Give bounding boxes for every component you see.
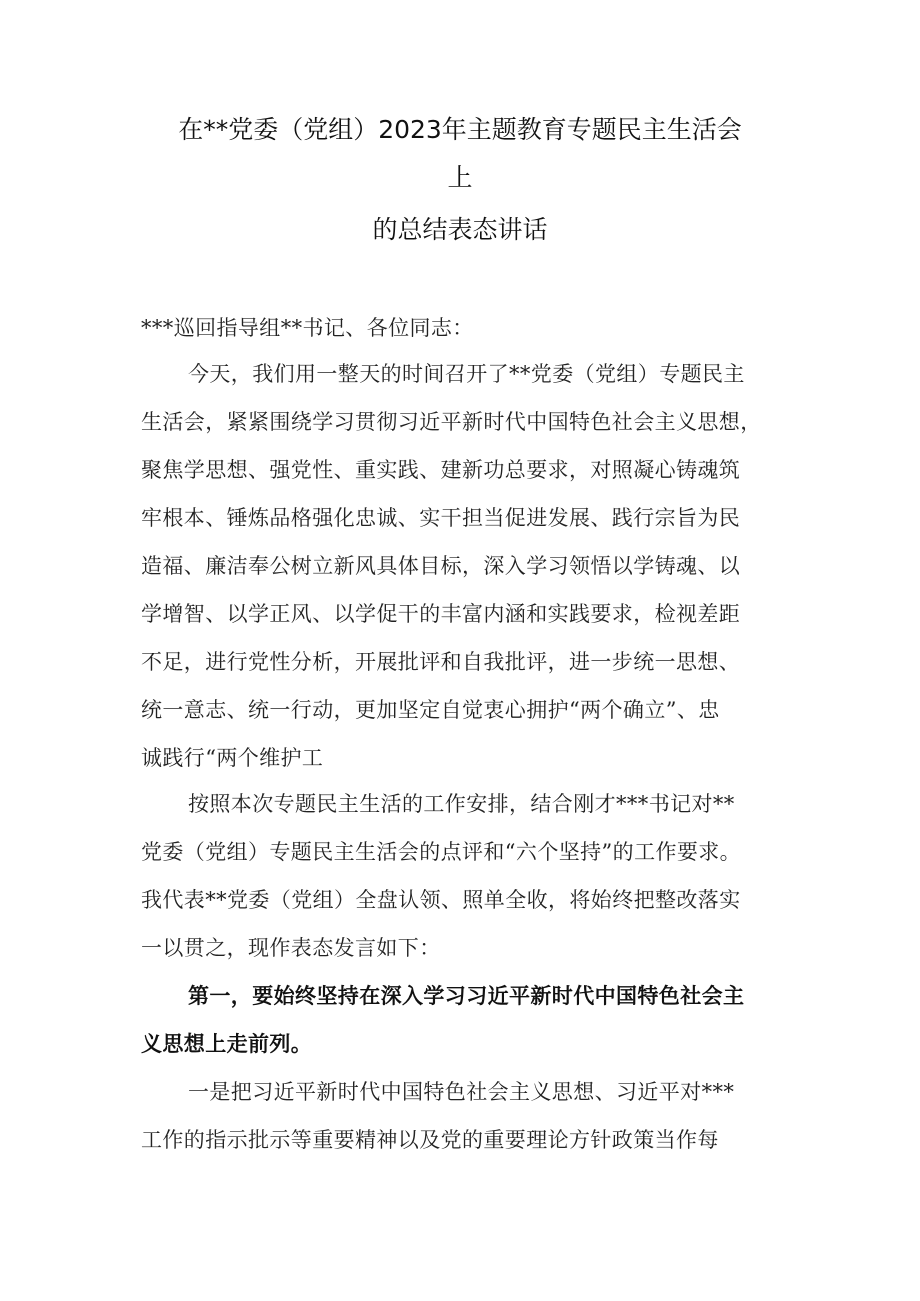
document-title-line-2: 上 [447,163,473,192]
paragraph-line: 一以贯之，现作表态发言如下： [141,936,441,960]
paragraph-line: 诚践行“两个维护工 [141,746,324,770]
paragraph-line: 聚焦学思想、强党性、重实践、建新功总要求，对照凝心铸魂筑 [141,458,741,482]
paragraph-line: 按照本次专题民主生活的工作安排，结合刚才***书记对** [188,792,735,816]
paragraph-line: 今天，我们用一整天的时间召开了**党委（党组）专题民主 [188,362,745,386]
paragraph-line: 统一意志、统一行动，更加坚定自觉衷心拥护“两个确立”、忠 [141,698,720,722]
paragraph-line: 一是把习近平新时代中国特色社会主义思想、习近平对*** [188,1080,735,1104]
paragraph-line: 生活会，紧紧围绕学习贯彻习近平新时代中国特色社会主义思想， [141,410,762,434]
section-heading-line: 义思想上走前列。 [141,1032,313,1056]
paragraph-line: 我代表**党委（党组）全盘认领、照单全收，将始终把整改落实 [141,888,741,912]
document-title-line-1: 在**党委（党组）2023年主题教育专题民主生活会 [178,115,742,144]
document-title-line-3: 的总结表态讲话 [372,215,548,244]
paragraph-line: 牢根本、锤炼品格强化忠诚、实干担当促进发展、践行宗旨为民 [141,506,741,530]
paragraph-line: 工作的指示批示等重要精神以及党的重要理论方针政策当作每 [141,1128,719,1152]
salutation: ***巡回指导组**书记、各位同志： [141,316,474,340]
paragraph-line: 党委（党组）专题民主生活会的点评和“六个坚持”的工作要求。 [141,840,742,864]
paragraph-line: 学增智、以学正风、以学促干的丰富内涵和实践要求，检视差距 [141,602,741,626]
section-heading-line: 第一，要始终坚持在深入学习习近平新时代中国特色社会主 [188,984,745,1008]
paragraph-line: 造福、廉洁奉公树立新风具体目标，深入学习领悟以学铸魂、以 [141,554,741,578]
paragraph-line: 不足，进行党性分析，开展批评和自我批评，进一步统一思想、 [141,650,741,674]
